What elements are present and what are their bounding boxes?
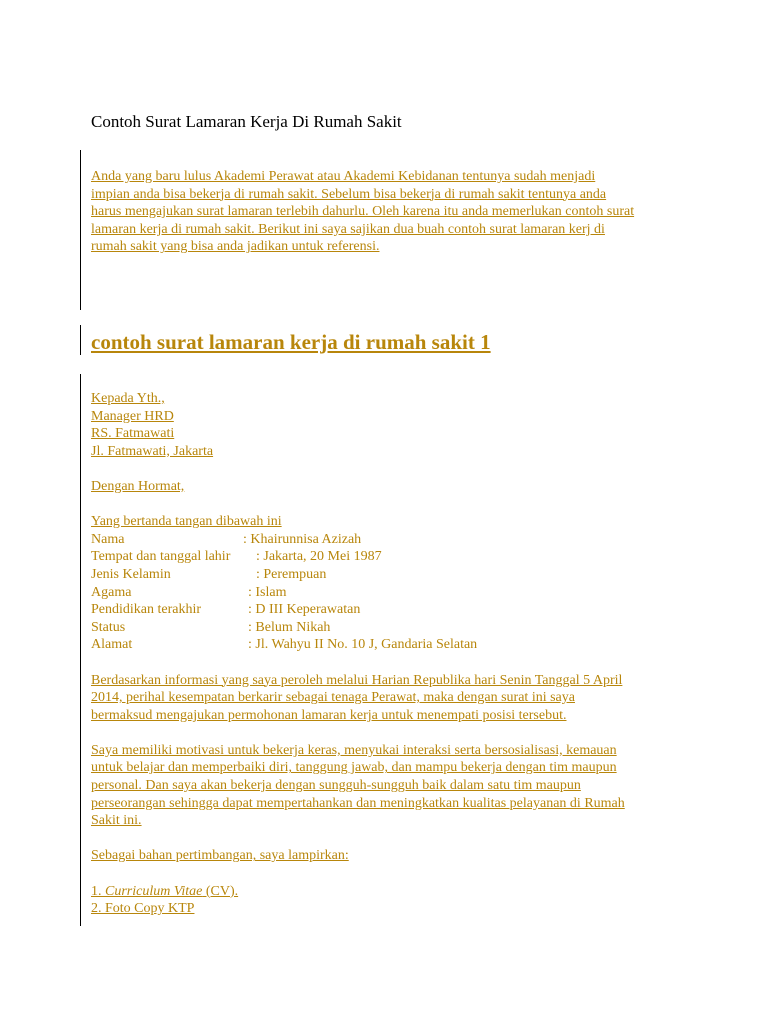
field-key: Tempat dan tanggal lahir: [91, 549, 231, 565]
attachment-rest: (CV).: [202, 883, 239, 899]
spacer: [91, 496, 731, 514]
field-value: : Jl. Wahyu II No. 10 J, Gandaria Selatan: [248, 637, 478, 653]
intro-line[interactable]: impian anda bisa bekerja di rumah sakit. Sebelum bisa bekerja di rumah sakit tentunya anda: [91, 186, 607, 202]
paragraph-line[interactable]: 2014, perihal kesempatan berkarir sebagai tenaga Perawat, maka dengan surat ini saya: [91, 690, 575, 706]
attachment-item[interactable]: [91, 883, 731, 901]
field-key: Status: [91, 619, 126, 635]
spacer: [91, 724, 731, 742]
field-pendidikan[interactable]: [91, 601, 731, 619]
spacer: [91, 830, 731, 848]
field-nama[interactable]: [91, 531, 731, 549]
spacer: [91, 654, 731, 672]
paragraph-line[interactable]: personal. Dan saya akan bekerja dengan sungguh-sungguh baik dalam satu tim maupun: [91, 778, 581, 794]
field-alamat[interactable]: [91, 636, 731, 654]
signed-intro[interactable]: Yang bertanda tangan dibawah ini: [91, 514, 282, 530]
field-key: Pendidikan terakhir: [91, 602, 202, 618]
field-value: : Jakarta, 20 Mei 1987: [256, 549, 382, 565]
intro-line[interactable]: harus mengajukan surat lamaran terlebih dahurlu. Oleh karena itu anda memerlukan contoh surat: [91, 204, 635, 220]
recipient-line[interactable]: Kepada Yth.,: [91, 391, 165, 406]
margin-bar-letter: [80, 374, 81, 926]
margin-bar-heading: [80, 325, 81, 355]
margin-bar-intro: [80, 150, 81, 310]
field-jenis-kelamin[interactable]: [91, 566, 731, 584]
attachment-number: 2.: [91, 901, 105, 917]
document-title: Contoh Surat Lamaran Kerja Di Rumah Sakit: [91, 112, 402, 131]
spacer: [91, 865, 731, 883]
recipient-line[interactable]: Manager HRD: [91, 408, 174, 424]
attachment-item[interactable]: [91, 900, 731, 918]
field-status[interactable]: [91, 619, 731, 637]
field-value: : Khairunnisa Azizah: [243, 531, 362, 547]
field-agama[interactable]: [91, 584, 731, 602]
intro-line[interactable]: lamaran kerja di rumah sakit. Berikut ini saya sajikan dua buah contoh surat lamaran kerj di: [91, 221, 605, 237]
field-key: Nama: [91, 531, 125, 547]
recipient-line[interactable]: Jl. Fatmawati, Jakarta: [91, 443, 214, 459]
greeting[interactable]: Dengan Hormat,: [91, 478, 185, 494]
field-key: Alamat: [91, 637, 133, 653]
field-value: : Belum Nikah: [248, 619, 331, 635]
spacer: [91, 460, 731, 478]
intro-line[interactable]: Anda yang baru lulus Akademi Perawat atau Akademi Kebidanan tentunya sudah menjadi: [91, 169, 596, 184]
attachment-italic: Curriculum Vitae: [105, 883, 203, 899]
section-heading-link[interactable]: contoh surat lamaran kerja di rumah sakit 1: [91, 330, 491, 354]
attachment-number: 1.: [91, 883, 105, 899]
paragraph-line[interactable]: Sakit ini.: [91, 813, 142, 829]
paragraph-line[interactable]: Berdasarkan informasi yang saya peroleh melalui Harian Republika hari Senin Tanggal 5 April: [91, 672, 623, 688]
attachment-rest: Foto Copy KTP: [105, 901, 195, 917]
field-key: Jenis Kelamin: [91, 566, 171, 582]
field-value: : D III Keperawatan: [248, 602, 361, 618]
field-value: : Islam: [248, 584, 287, 600]
intro-paragraph[interactable]: [91, 168, 691, 256]
field-ttl[interactable]: [91, 548, 731, 566]
paragraph-line[interactable]: untuk belajar dan memperbaiki diri, tanggung jawab, dan mampu bekerja dengan tim maupun: [91, 760, 617, 776]
attachments-intro[interactable]: Sebagai bahan pertimbangan, saya lampirkan:: [91, 848, 349, 864]
letter-body: [91, 390, 731, 918]
paragraph-line[interactable]: Saya memiliki motivasi untuk bekerja keras, menyukai interaksi serta bersosialisasi, kemauan: [91, 742, 617, 758]
recipient-line[interactable]: RS. Fatmawati: [91, 426, 175, 442]
field-value: : Perempuan: [256, 566, 327, 582]
intro-line[interactable]: rumah sakit yang bisa anda jadikan untuk referensi.: [91, 239, 380, 255]
field-key: Agama: [91, 584, 132, 600]
paragraph-line[interactable]: bermaksud mengajukan permohonan lamaran kerja untuk menempati posisi tersebut.: [91, 707, 567, 723]
paragraph-line[interactable]: perseorangan sehingga dapat mempertahankan dan meningkatkan kualitas pelayanan di Rumah: [91, 795, 625, 811]
